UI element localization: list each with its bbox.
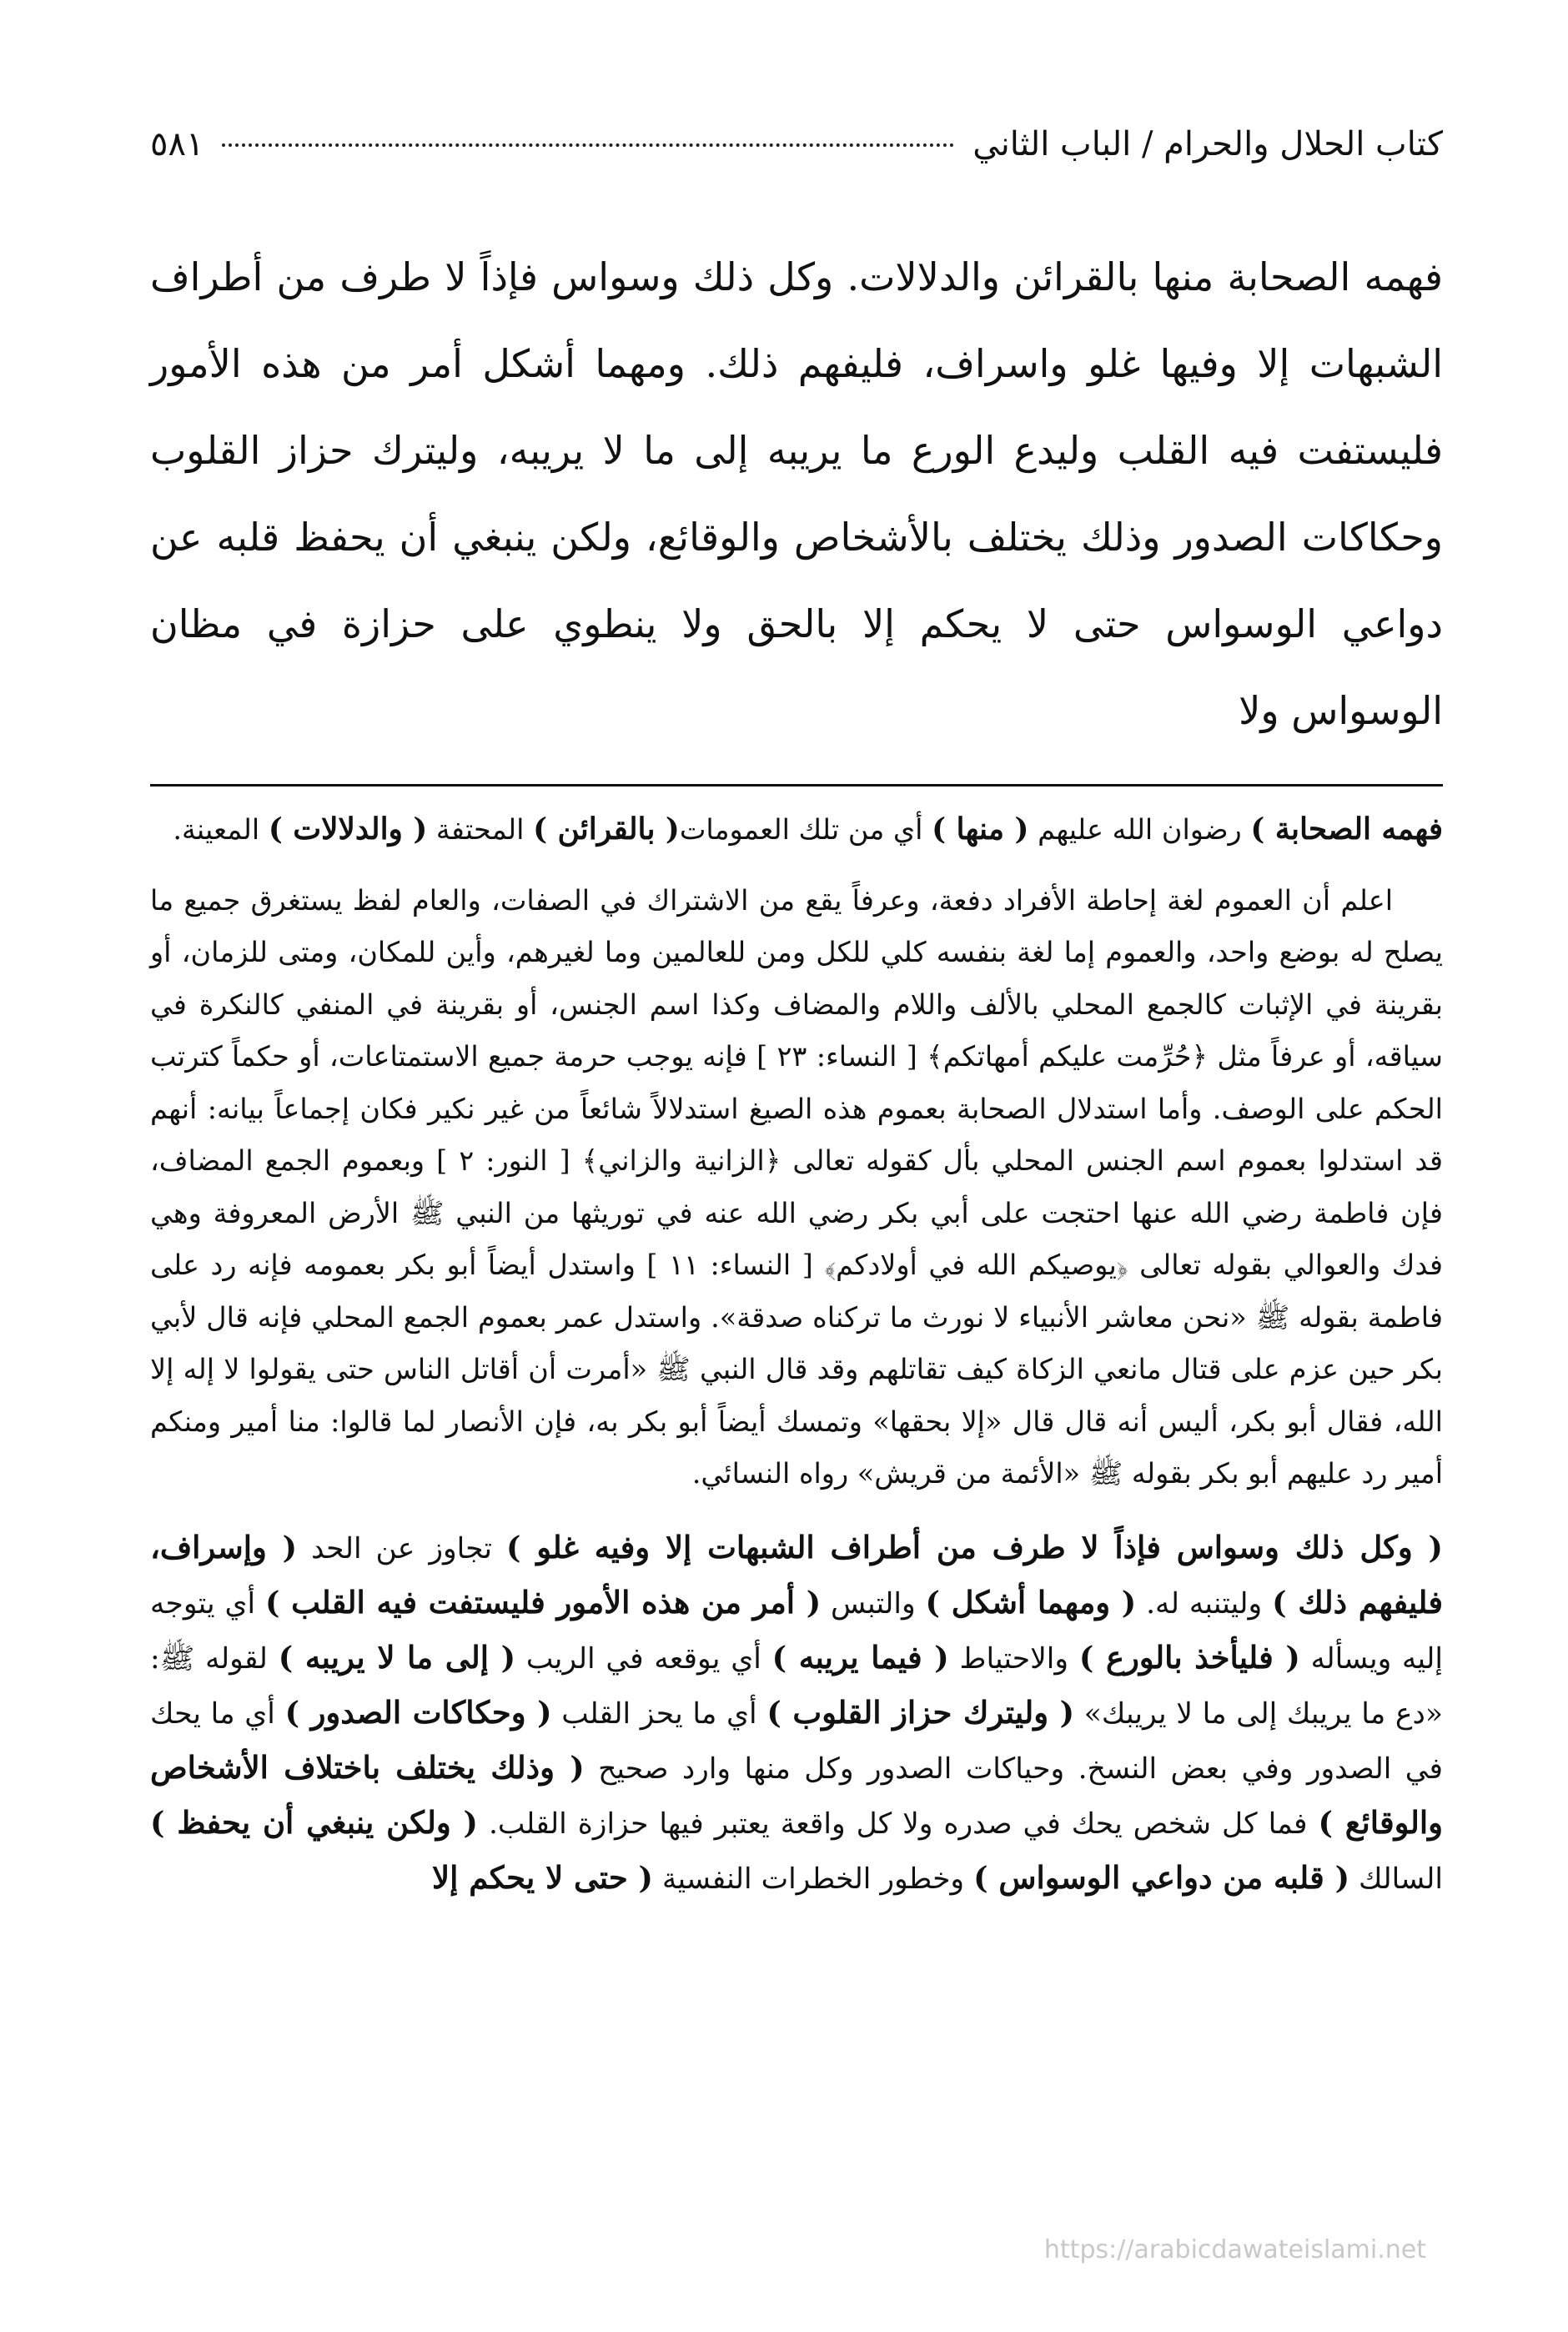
header-dot-leader [222, 143, 954, 147]
commentary-text: أي ما يحز القلب [551, 1696, 767, 1731]
watermark-url: https://arabicdawateislami.net [1043, 2235, 1426, 2264]
bold-lemma: ( فيما يريبه ) [771, 1638, 949, 1676]
bold-lemma: ( وذلك يختلف باختلاف الأشخاص والوقائع ) [150, 1748, 1443, 1841]
commentary-paragraph-1 [150, 803, 1443, 857]
commentary-text: أي يتوجه إليه ويسأله [150, 1586, 1444, 1676]
commentary-text: وليتنبه له. [1136, 1586, 1273, 1621]
bold-lemma: ( بالقرائن ) [533, 812, 680, 847]
document-page [150, 125, 1443, 1906]
commentary-text: أي ما يحك في الصدور وفي بعض النسخ. وحياكات الصدور وكل منها وارد صحيح [150, 1696, 1443, 1786]
header-title: كتاب الحلال والحرام / الباب الثاني [972, 125, 1443, 163]
commentary-text: تجاوز عن الحد [297, 1531, 506, 1566]
commentary-text: المعينة. [173, 813, 269, 846]
commentary-text: أي من تلك العمومات [679, 813, 932, 846]
bold-lemma: ( فليأخذ بالورع ) [1078, 1638, 1300, 1676]
commentary-text: المحتفة [427, 813, 534, 846]
commentary-text: وخطور الخطرات النفسية [653, 1862, 974, 1896]
commentary-text: والتبس [821, 1586, 926, 1621]
commentary-text: لقوله ﷺ: «دع ما يريبك إلى ما لا يريبك» [150, 1641, 1443, 1731]
commentary-text: رضوان الله عليهم [1028, 813, 1251, 846]
commentary-text: والاحتياط [948, 1641, 1079, 1676]
bold-lemma: ( أمر من هذه الأمور فليستفت فيه القلب ) [264, 1583, 822, 1621]
bold-lemma: ( وكل ذلك وسواس فإذاً لا طرف من أطراف الشبهات إلا وفيه غلو ) [506, 1528, 1443, 1566]
bold-lemma: ( حتى لا يحكم إلا [432, 1858, 654, 1896]
commentary-text: فما كل شخص يحك في صدره ولا كل واقعة يعتبر فيها حزازة القلب. [477, 1807, 1319, 1841]
bold-lemma: ( وحكاكات الصدور ) [284, 1693, 552, 1731]
commentary-text: أي يوقعه في الريب [515, 1641, 772, 1676]
bold-lemma: فهمه الصحابة ) [1250, 812, 1443, 847]
bold-lemma: ( وإسراف، فليفهم ذلك ) [150, 1528, 1444, 1621]
bold-lemma: ( قلبه من دواعي الوسواس ) [973, 1858, 1350, 1896]
running-header [150, 125, 1443, 200]
bold-lemma: ( ولكن ينبغي أن يحفظ ) [150, 1803, 478, 1841]
footnote-separator [150, 784, 1443, 787]
commentary-paragraph-2: اعلم أن العموم لغة إحاطة الأفراد دفعة، وعرفاً يقع من الاشتراك في الصفات، والعام لفظ يستغرق جميع ما يصلح له بوضع واحد، والعموم إما لغة بنفسه كلي للكل ومن للعالمين وما لغيرهم، وأين للمكان، ومتى للزمان، أو بقرينة في الإثبات كالجمع المحلي بالألف واللام والمضاف وكذا اسم الجنس، أو بقرينة في المنفي كالنكرة في سياقه، أو عرفاً مثل ﴿حُرِّمت عليكم أمهاتكم﴾ [ النساء: ٢٣ ] فإنه يوجب حرمة جميع الاستمتاعات، أو حكماً كترتب الحكم على الوصف. وأما استدلال الصحابة بعموم هذه الصيغ استدلالاً شائعاً من غير نكير فكان إجماعاً بيانه: أنهم قد استدلوا بعموم اسم الجنس المحلي بأل كقوله تعالى ﴿الزانية والزاني﴾ [ النور: ٢ ] وبعموم الجمع المضاف، فإن فاطمة رضي الله عنها احتجت على أبي بكر رضي الله عنه في توريثها من النبي ﷺ الأرض المعروفة وهي فدك والعوالي بقوله تعالى ﴿يوصيكم الله في أولادكم﴾ [ النساء: ١١ ] واستدل أيضاً أبو بكر بعمومه فإنه رد على فاطمة بقوله ﷺ «نحن معاشر الأنبياء لا نورث ما تركناه صدقة». واستدل عمر بعموم الجمع المحلي فإنه قال لأبي بكر حين عزم على قتال مانعي الزكاة كيف تقاتلهم وقد قال النبي ﷺ «أمرت أن أقاتل الناس حتى يقولوا لا إله إلا الله، فقال أبو بكر، أليس أنه قال قال «إلا بحقها» وتمسك أيضاً أبو بكر به، فإن الأنصار لما قالوا: منا أمير ومنكم أمير رد عليهم أبو بكر بقوله ﷺ «الأئمة من قريش» رواه النسائي. [150, 883, 1443, 1490]
main-text: فهمه الصحابة منها بالقرائن والدلالات. وكل ذلك وسواس فإذاً لا طرف من أطراف الشبهات إلا وفيها غلو واسراف، فليفهم ذلك. ومهما أشكل أمر من هذه الأمور فليستفت فيه القلب وليدع الورع ما يريبه إلى ما لا يريبه، وليترك حزاز القلوب وحكاكات الصدور وذلك يختلف بالأشخاص والوقائع، ولكن ينبغي أن يحفظ قلبه عن دواعي الوسواس حتى لا يحكم إلا بالحق ولا ينطوي على حزازة في مظان الوسواس ولا [150, 254, 1443, 733]
page-number: ٥٨١ [150, 125, 204, 163]
bold-lemma: ( منها ) [932, 812, 1029, 847]
bold-lemma: ( وليترك حزاز القلوب ) [766, 1693, 1075, 1731]
commentary [150, 803, 1443, 1906]
bold-lemma: ( والدلالات ) [268, 812, 428, 847]
bold-lemma: ( إلى ما لا يريبه ) [278, 1638, 516, 1676]
commentary-paragraph-3 [150, 1520, 1443, 1906]
bold-lemma: ( ومهما أشكل ) [925, 1583, 1137, 1621]
commentary-text: السالك [1349, 1862, 1443, 1896]
